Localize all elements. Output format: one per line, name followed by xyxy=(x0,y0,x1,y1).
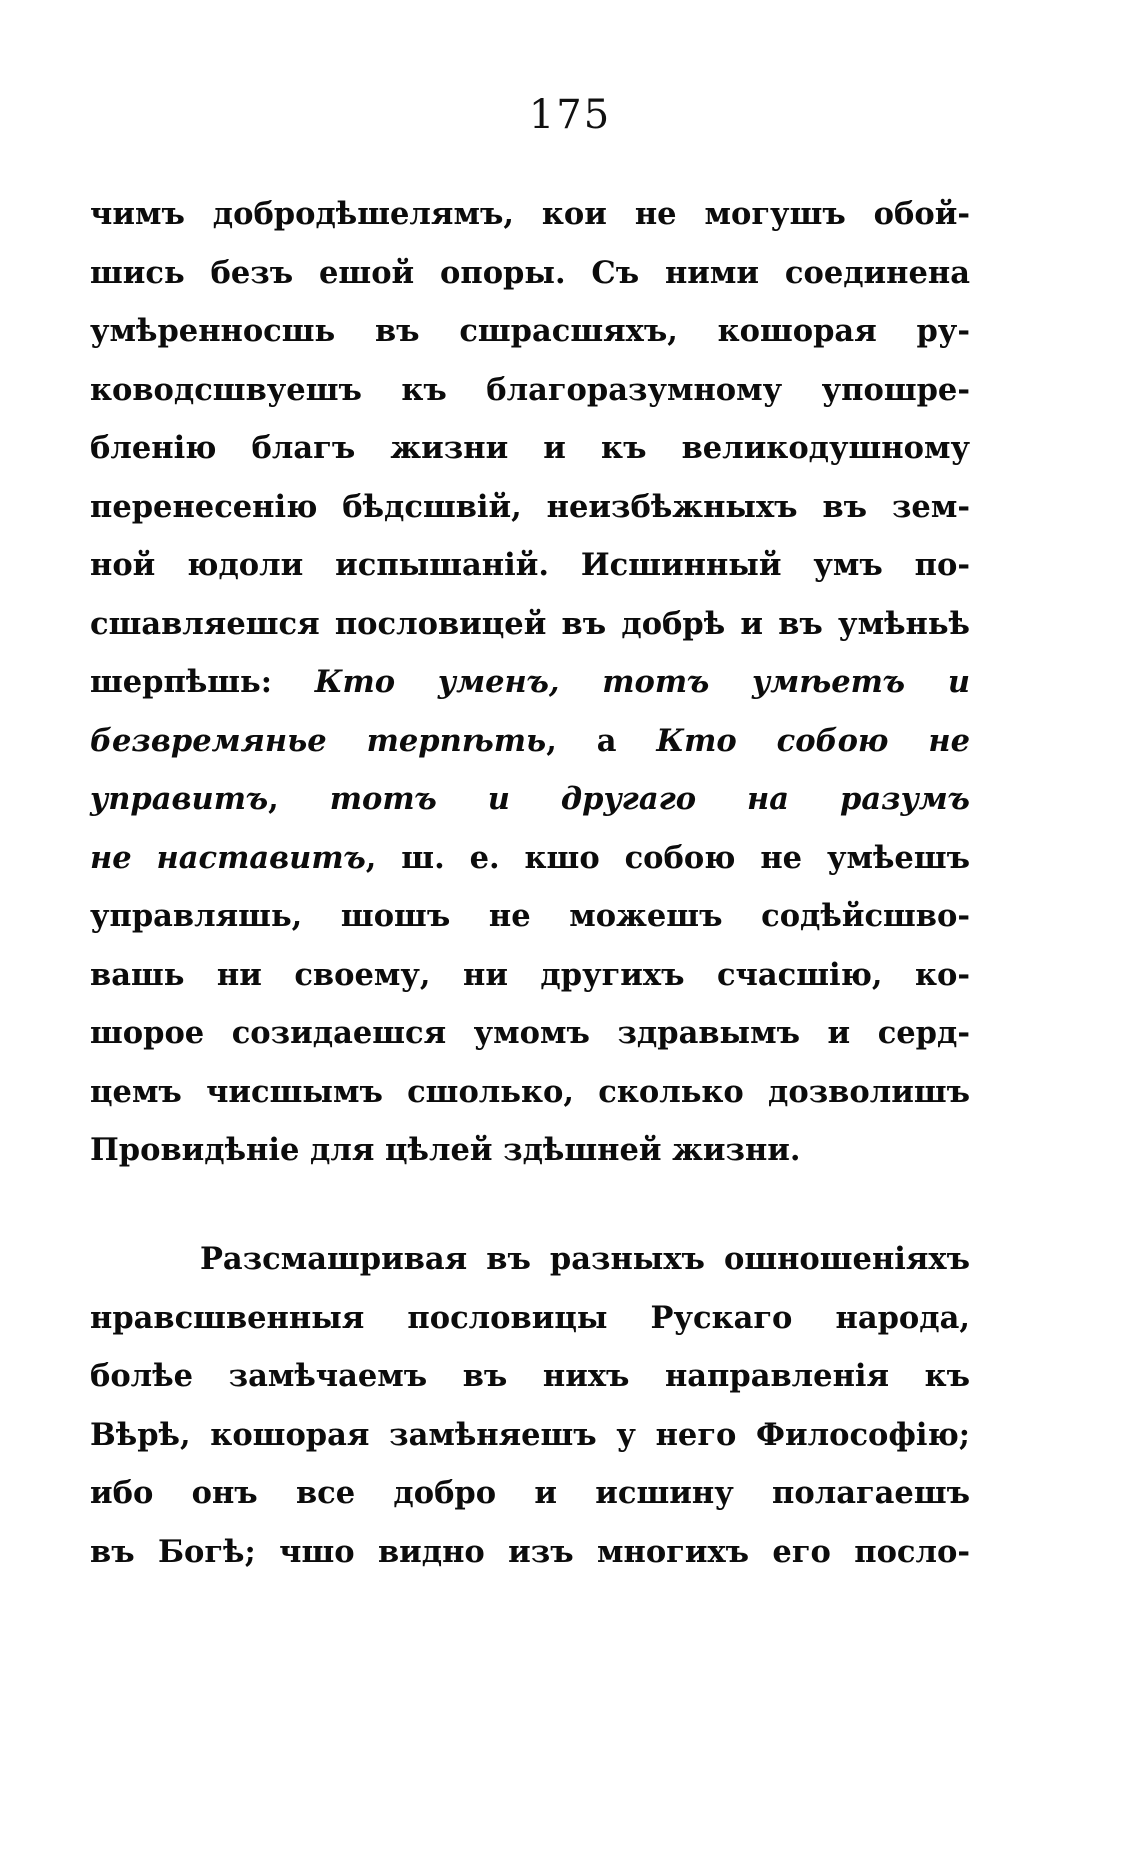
text-line: Разсмашривая въ разныхъ ошношеніяхъ xyxy=(200,1241,970,1277)
page-number: 175 xyxy=(528,92,612,138)
text-line: болѣе замѣчаемъ въ нихъ направленія къ xyxy=(90,1358,970,1394)
text-run: шерпѣшь: xyxy=(90,664,315,700)
proverb-italic: тотъ и другаго на разумъ xyxy=(329,781,970,817)
text-line xyxy=(90,653,970,712)
proverb-italic: безвремянье терпѣть xyxy=(90,722,547,759)
paragraph-1 xyxy=(90,185,970,1180)
text-line: шись безъ ешой опоры. Съ ними соединена xyxy=(90,254,970,291)
text-line xyxy=(90,712,970,771)
text-line: нравсшвенныя пословицы Рускаго народа, xyxy=(90,1299,970,1336)
proverb-italic: Кто уменъ, тотъ умѣетъ и xyxy=(314,664,971,700)
text-line xyxy=(90,829,970,888)
proverb-italic: управитъ xyxy=(90,781,269,817)
text-line: умѣренносшь въ сшрасшяхъ, кошорая ру- xyxy=(90,313,970,349)
text-line: чимъ добродѣшелямъ, кои не могушъ обой- xyxy=(90,196,970,232)
text-line: ибо онъ все добро и исшину полагаешъ xyxy=(90,1475,970,1511)
paragraph-2 xyxy=(90,1230,970,1581)
text-line: Провидѣніе для цѣлей здѣшней жизни. xyxy=(90,1132,801,1168)
text-run: , ш. е. кшо собою не умѣешъ xyxy=(365,839,971,876)
text-line: ководсшвуешъ къ благоразумному упошре- xyxy=(90,371,970,408)
text-line: бленію благъ жизни и къ великодушному xyxy=(90,430,970,466)
text-line: въ Богѣ; чшо видно изъ многихъ его посло- xyxy=(90,1533,970,1570)
text-line: шорое созидаешся умомъ здравымъ и серд- xyxy=(90,1015,970,1051)
text-line: ной юдоли испышаній. Исшинный умъ по- xyxy=(90,547,970,583)
text-line: Вѣрѣ, кошорая замѣняешъ у него Философію; xyxy=(90,1416,970,1453)
text-run: , xyxy=(268,781,330,817)
proverb-italic: не наставитъ xyxy=(90,839,366,876)
text-line: вашь ни своему, ни другихъ счасшію, ко- xyxy=(90,956,970,993)
text-line: управляшь, шошъ не можешъ содѣйсшво- xyxy=(90,898,970,934)
text-line: сшавляешся пословицей въ добрѣ и въ умѣньѣ xyxy=(90,605,970,642)
text-line xyxy=(90,770,970,829)
proverb-italic: Кто собою не xyxy=(656,722,970,759)
text-run: , а xyxy=(546,722,657,759)
text-line: цемъ чисшымъ сшолько, сколько дозволишъ xyxy=(90,1073,970,1110)
text-line: перенесенію бѣдсшвій, неизбѣжныхъ въ зем- xyxy=(90,488,970,525)
